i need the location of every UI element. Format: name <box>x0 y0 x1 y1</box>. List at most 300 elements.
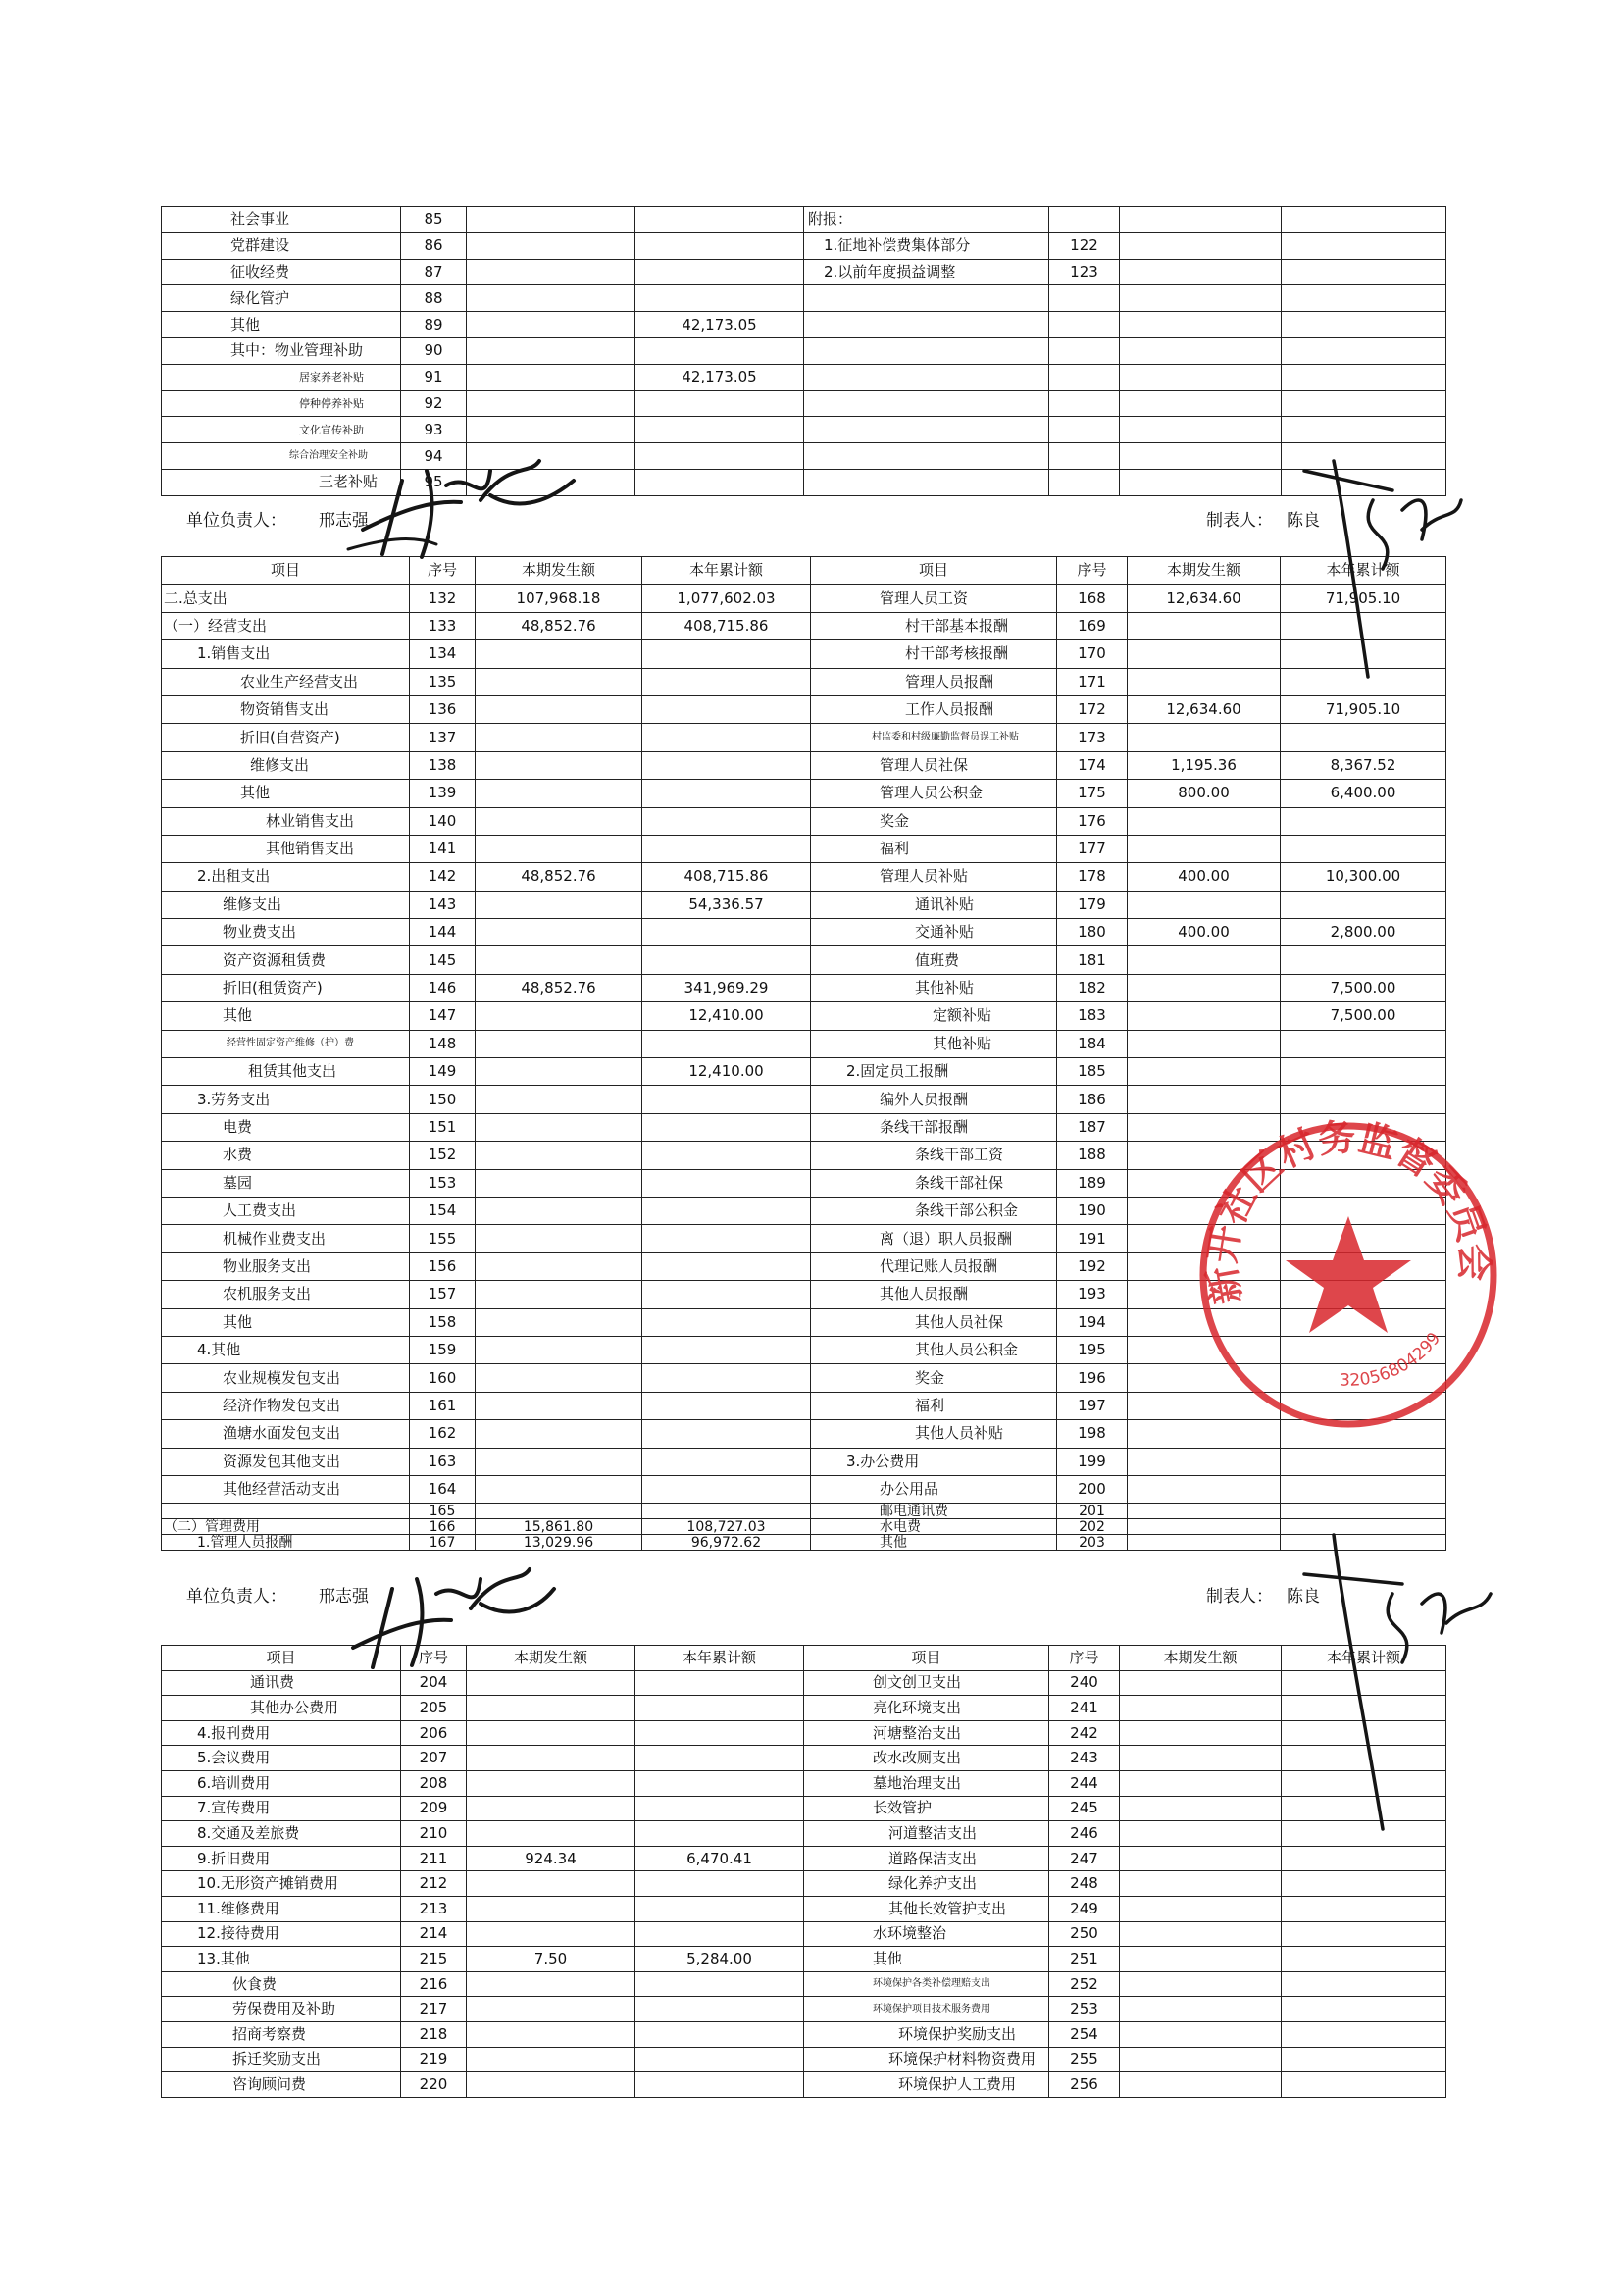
item-cell: 文化宣传补助 <box>162 417 401 443</box>
code-cell: 170 <box>1057 640 1128 668</box>
current-amount-cell <box>1120 417 1282 443</box>
code-cell: 244 <box>1049 1770 1120 1796</box>
table-row <box>162 2047 1446 2072</box>
ytd-amount-cell <box>635 232 804 259</box>
current-amount-cell <box>1128 835 1281 862</box>
item-cell: 其他 <box>162 780 410 807</box>
item-cell: 通讯补贴 <box>811 891 1057 918</box>
current-amount-cell <box>1120 443 1282 470</box>
table-row <box>162 1746 1446 1771</box>
ytd-amount-cell <box>1281 946 1446 974</box>
item-cell: 其他销售支出 <box>162 835 410 862</box>
ytd-amount-cell: 6,400.00 <box>1281 780 1446 807</box>
code-cell: 196 <box>1057 1364 1128 1392</box>
code-cell: 216 <box>401 1971 467 1997</box>
current-amount-cell <box>476 835 642 862</box>
current-amount-cell <box>476 1252 642 1280</box>
table-row <box>162 469 1446 495</box>
current-amount-cell <box>476 780 642 807</box>
ytd-amount-cell <box>1282 2021 1446 2047</box>
table-row <box>162 1030 1446 1057</box>
current-amount-cell <box>1128 724 1281 751</box>
ytd-amount-cell <box>1282 1921 1446 1947</box>
table-row <box>162 337 1446 364</box>
ytd-amount-cell: 96,972.62 <box>642 1535 811 1551</box>
header-ytd: 本年累计额 <box>1282 1646 1446 1671</box>
ytd-amount-cell <box>1281 835 1446 862</box>
ytd-amount-cell <box>642 1030 811 1057</box>
seal-code: 32056804299 <box>1339 1328 1445 1391</box>
item-cell: 其他经营活动支出 <box>162 1475 410 1503</box>
current-amount-cell <box>1120 1696 1282 1721</box>
code-cell: 141 <box>410 835 476 862</box>
code-cell: 179 <box>1057 891 1128 918</box>
current-amount-cell: 13,029.96 <box>476 1535 642 1551</box>
code-cell: 144 <box>410 919 476 946</box>
table-row <box>162 1670 1446 1696</box>
ytd-amount-cell <box>642 1252 811 1280</box>
ytd-amount-cell <box>635 259 804 285</box>
current-amount-cell <box>1128 891 1281 918</box>
code-cell: 168 <box>1057 585 1128 612</box>
header-item: 项目 <box>811 557 1057 585</box>
ytd-amount-cell <box>1282 2047 1446 2072</box>
current-amount-cell <box>476 1420 642 1448</box>
current-amount-cell <box>476 1475 642 1503</box>
ytd-amount-cell <box>635 1746 804 1771</box>
item-cell: 奖金 <box>811 1364 1057 1392</box>
unit-head-label: 单位负责人： <box>186 1587 286 1607</box>
ytd-amount-cell <box>1282 337 1446 364</box>
preparer-label: 制表人： <box>1206 1587 1273 1607</box>
ytd-amount-cell <box>642 780 811 807</box>
ytd-amount-cell <box>1281 1519 1446 1535</box>
ytd-amount-cell <box>1282 364 1446 390</box>
code-cell: 183 <box>1057 1002 1128 1030</box>
table3-header-row <box>162 1646 1446 1671</box>
current-amount-cell <box>476 807 642 835</box>
current-amount-cell <box>476 1504 642 1519</box>
code-cell: 187 <box>1057 1113 1128 1141</box>
current-amount-cell <box>467 1821 635 1847</box>
current-amount-cell <box>1128 1535 1281 1551</box>
seal-text: 新开社区村务监督委员会 <box>1199 1114 1496 1308</box>
code-cell <box>1049 285 1120 312</box>
item-cell: 4.报刊费用 <box>162 1720 401 1746</box>
code-cell: 177 <box>1057 835 1128 862</box>
current-amount-cell <box>1120 1796 1282 1821</box>
ytd-amount-cell: 1,077,602.03 <box>642 585 811 612</box>
code-cell: 154 <box>410 1197 476 1224</box>
code-cell: 197 <box>1057 1392 1128 1419</box>
current-amount-cell <box>476 1086 642 1113</box>
table-row <box>162 585 1446 612</box>
code-cell <box>1049 364 1120 390</box>
current-amount-cell: 12,634.60 <box>1128 585 1281 612</box>
code-cell: 157 <box>410 1281 476 1308</box>
code-cell: 242 <box>1049 1720 1120 1746</box>
current-amount-cell <box>1120 390 1282 417</box>
unit-head-name: 邢志强 <box>319 1587 369 1607</box>
code-cell: 202 <box>1057 1519 1128 1535</box>
code-cell: 240 <box>1049 1670 1120 1696</box>
table2-header-row <box>162 557 1446 585</box>
code-cell: 184 <box>1057 1030 1128 1057</box>
current-amount-cell <box>1120 1896 1282 1921</box>
current-amount-cell <box>476 1392 642 1419</box>
ytd-amount-cell <box>1281 668 1446 695</box>
code-cell: 169 <box>1057 612 1128 639</box>
item-cell: 其他补贴 <box>811 974 1057 1001</box>
item-cell: 条线干部报酬 <box>811 1113 1057 1141</box>
current-amount-cell <box>467 1770 635 1796</box>
item-cell: 6.培训费用 <box>162 1770 401 1796</box>
current-amount-cell: 48,852.76 <box>476 612 642 639</box>
item-cell <box>804 312 1049 338</box>
code-cell: 91 <box>401 364 467 390</box>
table-row <box>162 695 1446 723</box>
ytd-amount-cell <box>1281 1086 1446 1113</box>
code-cell: 253 <box>1049 1997 1120 2022</box>
ytd-amount-cell <box>1281 1030 1446 1057</box>
code-cell: 245 <box>1049 1796 1120 1821</box>
code-cell: 160 <box>410 1364 476 1392</box>
table-row <box>162 724 1446 751</box>
current-amount-cell <box>476 1169 642 1197</box>
code-cell: 136 <box>410 695 476 723</box>
table-row <box>162 232 1446 259</box>
table-row <box>162 207 1446 233</box>
item-cell: 水电费 <box>811 1519 1057 1535</box>
header-current: 本期发生额 <box>1128 557 1281 585</box>
ytd-amount-cell <box>1282 1696 1446 1721</box>
item-cell: 环境保护人工费用 <box>804 2072 1049 2098</box>
code-cell: 190 <box>1057 1197 1128 1224</box>
current-amount-cell <box>1128 668 1281 695</box>
ytd-amount-cell <box>1282 1770 1446 1796</box>
item-cell: 停种停养补贴 <box>162 390 401 417</box>
ytd-amount-cell <box>1282 312 1446 338</box>
item-cell: 离（退）职人员报酬 <box>811 1225 1057 1252</box>
table-row <box>162 1058 1446 1086</box>
code-cell: 218 <box>401 2021 467 2047</box>
item-cell: 工作人员报酬 <box>811 695 1057 723</box>
item-cell: 条线干部工资 <box>811 1142 1057 1169</box>
item-cell <box>804 443 1049 470</box>
item-cell: 物业服务支出 <box>162 1252 410 1280</box>
item-cell: 社会事业 <box>162 207 401 233</box>
ytd-amount-cell <box>1282 259 1446 285</box>
item-cell: （二）管理费用 <box>162 1519 410 1535</box>
item-cell: 物资销售支出 <box>162 695 410 723</box>
code-cell: 206 <box>401 1720 467 1746</box>
code-cell: 213 <box>401 1896 467 1921</box>
item-cell <box>804 364 1049 390</box>
item-cell: 征收经费 <box>162 259 401 285</box>
ytd-amount-cell <box>635 1871 804 1897</box>
item-cell: 亮化环境支出 <box>804 1696 1049 1721</box>
ytd-amount-cell <box>635 1921 804 1947</box>
code-cell: 181 <box>1057 946 1128 974</box>
code-cell: 256 <box>1049 2072 1120 2098</box>
ytd-amount-cell: 6,470.41 <box>635 1846 804 1871</box>
ytd-amount-cell <box>642 1364 811 1392</box>
ytd-amount-cell: 7,500.00 <box>1281 974 1446 1001</box>
ytd-amount-cell <box>642 668 811 695</box>
code-cell: 165 <box>410 1504 476 1519</box>
table-row <box>162 1896 1446 1921</box>
ytd-amount-cell <box>635 1997 804 2022</box>
ytd-amount-cell <box>1282 390 1446 417</box>
current-amount-cell <box>467 312 635 338</box>
current-amount-cell <box>476 1030 642 1057</box>
code-cell: 155 <box>410 1225 476 1252</box>
ytd-amount-cell <box>635 1720 804 1746</box>
header-ytd: 本年累计额 <box>1281 557 1446 585</box>
current-amount-cell <box>467 2072 635 2098</box>
code-cell <box>1049 469 1120 495</box>
item-cell: 定额补贴 <box>811 1002 1057 1030</box>
ytd-amount-cell <box>1282 1896 1446 1921</box>
item-cell: 11.维修费用 <box>162 1896 401 1921</box>
code-cell: 140 <box>410 807 476 835</box>
item-cell: 三老补贴 <box>162 469 401 495</box>
ytd-amount-cell <box>1282 417 1446 443</box>
ytd-amount-cell <box>1282 1947 1446 1972</box>
code-cell: 175 <box>1057 780 1128 807</box>
current-amount-cell <box>476 724 642 751</box>
item-cell: 劳保费用及补助 <box>162 1997 401 2022</box>
code-cell: 153 <box>410 1169 476 1197</box>
code-cell: 247 <box>1049 1846 1120 1871</box>
ytd-amount-cell <box>1281 807 1446 835</box>
code-cell: 195 <box>1057 1336 1128 1363</box>
item-cell <box>804 285 1049 312</box>
table-row <box>162 1796 1446 1821</box>
code-cell <box>1049 312 1120 338</box>
current-amount-cell <box>476 668 642 695</box>
preparer-label: 制表人： <box>1206 511 1273 531</box>
table-row <box>162 1821 1446 1847</box>
table-row <box>162 285 1446 312</box>
code-cell: 194 <box>1057 1308 1128 1336</box>
ytd-amount-cell <box>635 337 804 364</box>
code-cell <box>1049 417 1120 443</box>
item-cell: 奖金 <box>811 807 1057 835</box>
ytd-amount-cell: 42,173.05 <box>635 364 804 390</box>
table-row <box>162 1846 1446 1871</box>
ytd-amount-cell <box>635 207 804 233</box>
ytd-amount-cell <box>642 1142 811 1169</box>
ytd-amount-cell: 12,410.00 <box>642 1058 811 1086</box>
ytd-amount-cell <box>1281 1058 1446 1086</box>
code-cell: 172 <box>1057 695 1128 723</box>
item-cell: 资产资源租赁费 <box>162 946 410 974</box>
current-amount-cell <box>1120 207 1282 233</box>
current-amount-cell <box>467 207 635 233</box>
current-amount-cell: 15,861.80 <box>476 1519 642 1535</box>
code-cell: 178 <box>1057 863 1128 891</box>
header-current: 本期发生额 <box>1120 1646 1282 1671</box>
item-cell: 管理人员公积金 <box>811 780 1057 807</box>
code-cell: 209 <box>401 1796 467 1821</box>
ytd-amount-cell <box>1282 1796 1446 1821</box>
item-cell: 其他办公费用 <box>162 1696 401 1721</box>
current-amount-cell <box>1128 1058 1281 1086</box>
item-cell: 环境保护材料物资费用 <box>804 2047 1049 2072</box>
signature-row-1 <box>186 506 1451 536</box>
item-cell: 2.以前年度损益调整 <box>804 259 1049 285</box>
current-amount-cell <box>467 285 635 312</box>
current-amount-cell: 924.34 <box>467 1846 635 1871</box>
current-amount-cell <box>1120 1670 1282 1696</box>
item-cell: 其他 <box>162 1002 410 1030</box>
code-cell: 159 <box>410 1336 476 1363</box>
item-cell: 附报： <box>804 207 1049 233</box>
ytd-amount-cell: 71,905.10 <box>1281 695 1446 723</box>
item-cell: 林业销售支出 <box>162 807 410 835</box>
item-cell: 其他 <box>162 1308 410 1336</box>
item-cell: 其他长效管护支出 <box>804 1896 1049 1921</box>
current-amount-cell <box>1120 337 1282 364</box>
code-cell: 191 <box>1057 1225 1128 1252</box>
ytd-amount-cell <box>642 640 811 668</box>
ytd-amount-cell: 42,173.05 <box>635 312 804 338</box>
table-row <box>162 1535 1446 1551</box>
item-cell: 长效管护 <box>804 1796 1049 1821</box>
item-cell: 其中：物业管理补助 <box>162 337 401 364</box>
item-cell: 3.劳务支出 <box>162 1086 410 1113</box>
ytd-amount-cell <box>642 751 811 779</box>
current-amount-cell <box>1120 1971 1282 1997</box>
ytd-amount-cell: 10,300.00 <box>1281 863 1446 891</box>
ytd-amount-cell <box>635 2072 804 2098</box>
current-amount-cell <box>467 364 635 390</box>
ytd-amount-cell <box>635 390 804 417</box>
item-cell: 值班费 <box>811 946 1057 974</box>
code-cell: 212 <box>401 1871 467 1897</box>
table-row <box>162 640 1446 668</box>
code-cell <box>1049 390 1120 417</box>
code-cell: 95 <box>401 469 467 495</box>
current-amount-cell <box>1120 2047 1282 2072</box>
code-cell: 251 <box>1049 1947 1120 1972</box>
current-amount-cell <box>1128 1519 1281 1535</box>
ytd-amount-cell <box>1281 1448 1446 1475</box>
ytd-amount-cell <box>1281 724 1446 751</box>
item-cell: 折旧(租赁资产) <box>162 974 410 1001</box>
table-row <box>162 1696 1446 1721</box>
item-cell: 管理人员社保 <box>811 751 1057 779</box>
ytd-amount-cell <box>642 835 811 862</box>
table-row <box>162 946 1446 974</box>
ytd-amount-cell <box>642 1420 811 1448</box>
table-row <box>162 2021 1446 2047</box>
item-cell: 物业费支出 <box>162 919 410 946</box>
table-row <box>162 891 1446 918</box>
code-cell: 90 <box>401 337 467 364</box>
header-item: 项目 <box>162 557 410 585</box>
table-row <box>162 1475 1446 1503</box>
table-row <box>162 668 1446 695</box>
ytd-amount-cell: 7,500.00 <box>1281 1002 1446 1030</box>
item-cell <box>804 417 1049 443</box>
code-cell: 182 <box>1057 974 1128 1001</box>
header-code: 序号 <box>1049 1646 1120 1671</box>
ytd-amount-cell <box>635 2047 804 2072</box>
unit-head-name: 邢志强 <box>319 511 369 531</box>
item-cell: 绿化养护支出 <box>804 1871 1049 1897</box>
current-amount-cell <box>467 1921 635 1947</box>
item-cell: 环境保护项目技术服务费用 <box>804 1997 1049 2022</box>
current-amount-cell <box>476 1281 642 1308</box>
item-cell: 维修支出 <box>162 751 410 779</box>
item-cell: 10.无形资产摊销费用 <box>162 1871 401 1897</box>
code-cell: 123 <box>1049 259 1120 285</box>
item-cell: 环境保护奖励支出 <box>804 2021 1049 2047</box>
table-row <box>162 417 1446 443</box>
current-amount-cell <box>1120 259 1282 285</box>
current-amount-cell <box>1120 1997 1282 2022</box>
current-amount-cell <box>1128 1448 1281 1475</box>
header-code: 序号 <box>401 1646 467 1671</box>
ytd-amount-cell <box>635 1821 804 1847</box>
current-amount-cell <box>476 695 642 723</box>
item-cell: 招商考察费 <box>162 2021 401 2047</box>
item-cell: 2.固定员工报酬 <box>811 1058 1057 1086</box>
item-cell: （一）经营支出 <box>162 612 410 639</box>
current-amount-cell: 400.00 <box>1128 863 1281 891</box>
code-cell: 156 <box>410 1252 476 1280</box>
table-row <box>162 1720 1446 1746</box>
current-amount-cell <box>476 1058 642 1086</box>
current-amount-cell <box>467 1997 635 2022</box>
current-amount-cell <box>467 1746 635 1771</box>
current-amount-cell: 12,634.60 <box>1128 695 1281 723</box>
header-ytd: 本年累计额 <box>635 1646 804 1671</box>
current-amount-cell <box>476 1113 642 1141</box>
item-cell <box>804 337 1049 364</box>
code-cell: 220 <box>401 2072 467 2098</box>
current-amount-cell <box>467 469 635 495</box>
item-cell: 创文创卫支出 <box>804 1670 1049 1696</box>
current-amount-cell <box>476 1142 642 1169</box>
item-cell: 维修支出 <box>162 891 410 918</box>
code-cell: 93 <box>401 417 467 443</box>
ytd-amount-cell <box>642 946 811 974</box>
code-cell: 246 <box>1049 1821 1120 1847</box>
item-cell: 人工费支出 <box>162 1197 410 1224</box>
ytd-amount-cell <box>1281 1475 1446 1503</box>
current-amount-cell <box>1120 2072 1282 2098</box>
item-cell <box>804 469 1049 495</box>
item-cell: 其他人员报酬 <box>811 1281 1057 1308</box>
item-cell: 墓地治理支出 <box>804 1770 1049 1796</box>
item-cell: 农业规模发包支出 <box>162 1364 410 1392</box>
item-cell: 河道整洁支出 <box>804 1821 1049 1847</box>
current-amount-cell <box>476 1364 642 1392</box>
code-cell: 198 <box>1057 1420 1128 1448</box>
table-row <box>162 364 1446 390</box>
ytd-amount-cell: 54,336.57 <box>642 891 811 918</box>
item-cell: 其他人员公积金 <box>811 1336 1057 1363</box>
table-row <box>162 1086 1446 1113</box>
current-amount-cell <box>467 2021 635 2047</box>
current-amount-cell <box>467 390 635 417</box>
header-code: 序号 <box>1057 557 1128 585</box>
item-cell: 1.管理人员报酬 <box>162 1535 410 1551</box>
current-amount-cell <box>1120 1871 1282 1897</box>
